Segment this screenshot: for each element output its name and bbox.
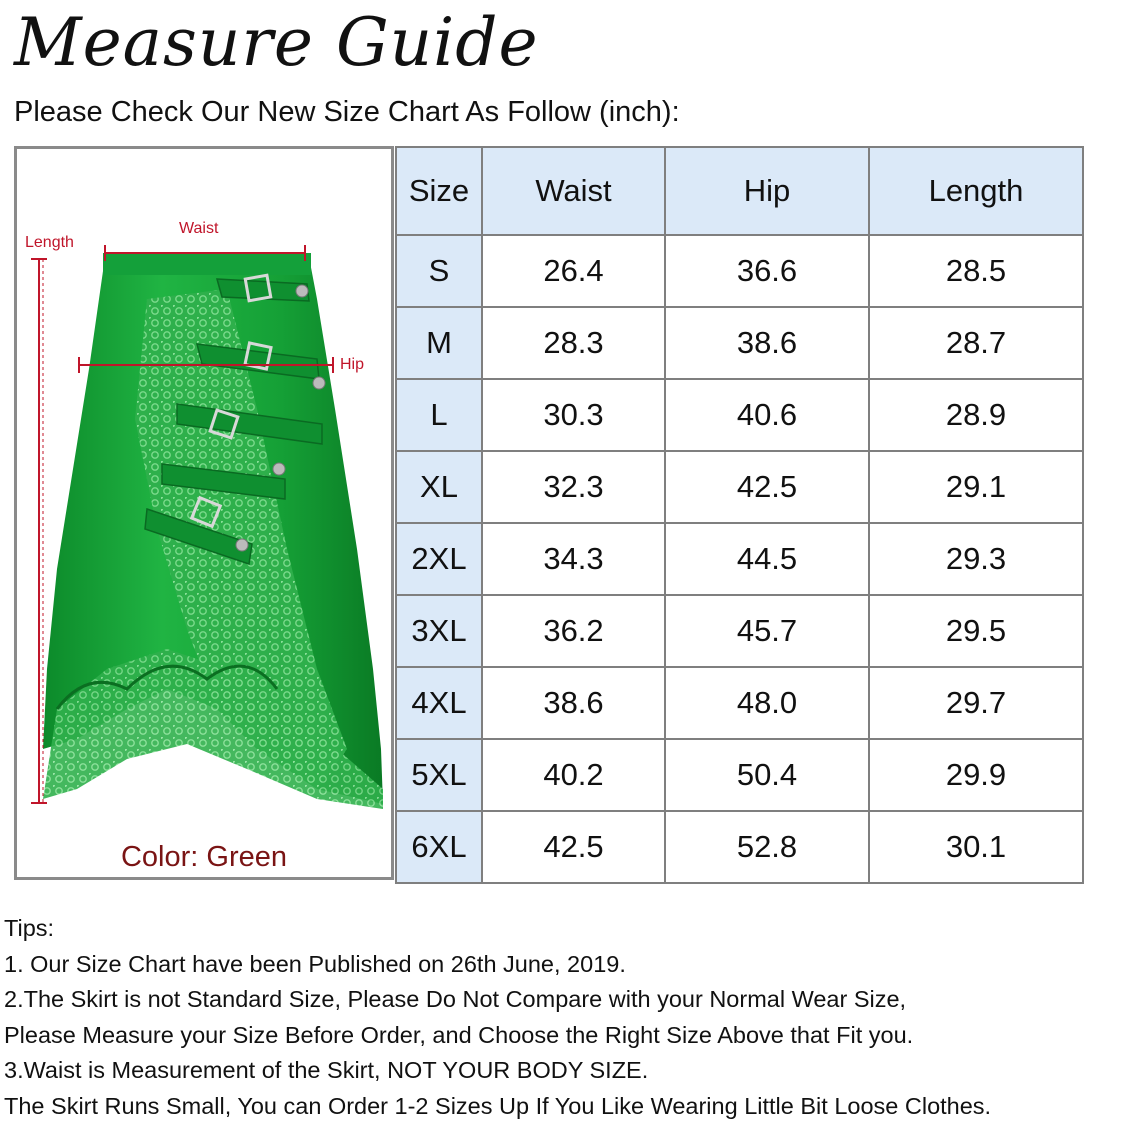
- table-row: [396, 307, 1083, 379]
- page-subtitle: Please Check Our New Size Chart As Follow (inch):: [14, 96, 680, 128]
- hip-cell: 50.4: [665, 739, 869, 811]
- size-chart-table: [395, 146, 1084, 884]
- waist-cell: 34.3: [482, 523, 665, 595]
- length-cell: 29.9: [869, 739, 1083, 811]
- waist-cell: 36.2: [482, 595, 665, 667]
- hip-cell: 44.5: [665, 523, 869, 595]
- size-cell: 3XL: [396, 595, 482, 667]
- hip-cell: 36.6: [665, 235, 869, 307]
- size-cell: XL: [396, 451, 482, 523]
- waist-label: Waist: [179, 220, 219, 237]
- tip-line: 3.Waist is Measurement of the Skirt, NOT YOUR BODY SIZE.: [4, 1057, 649, 1084]
- length-cell: 28.7: [869, 307, 1083, 379]
- table-row: [396, 811, 1083, 883]
- length-cell: 30.1: [869, 811, 1083, 883]
- skirt-diagram-panel: [14, 146, 394, 880]
- tips-section: [4, 911, 991, 1125]
- tip-line: 1. Our Size Chart have been Published on 26th June, 2019.: [4, 950, 626, 977]
- hip-cell: 42.5: [665, 451, 869, 523]
- table-header-row: [396, 147, 1083, 235]
- length-cell: 28.5: [869, 235, 1083, 307]
- length-label: Length: [25, 234, 74, 251]
- table-row: [396, 523, 1083, 595]
- hip-cell: 38.6: [665, 307, 869, 379]
- waist-cell: 42.5: [482, 811, 665, 883]
- table-row: [396, 739, 1083, 811]
- size-cell: S: [396, 235, 482, 307]
- table-row: [396, 667, 1083, 739]
- tip-line: The Skirt Runs Small, You can Order 1-2 Sizes Up If You Like Wearing Little Bit Loose Clothes.: [4, 1092, 992, 1119]
- length-cell: 29.5: [869, 595, 1083, 667]
- column-header-hip: Hip: [665, 147, 869, 235]
- waist-cell: 26.4: [482, 235, 665, 307]
- table-row: [396, 595, 1083, 667]
- page-title: Measure Guide: [14, 4, 539, 81]
- hip-cell: 40.6: [665, 379, 869, 451]
- size-cell: 6XL: [396, 811, 482, 883]
- table-row: [396, 451, 1083, 523]
- waist-cell: 30.3: [482, 379, 665, 451]
- tips-heading: Tips:: [4, 915, 55, 941]
- size-cell: L: [396, 379, 482, 451]
- color-label: Color: Green: [120, 841, 287, 873]
- table-row: [396, 235, 1083, 307]
- column-header-size: Size: [396, 147, 482, 235]
- tip-line: 2.The Skirt is not Standard Size, Please Do Not Compare with your Normal Wear Size,: [4, 986, 907, 1013]
- table-row: [396, 379, 1083, 451]
- column-header-waist: Waist: [482, 147, 665, 235]
- waist-cell: 28.3: [482, 307, 665, 379]
- skirt-diagram: [17, 149, 391, 877]
- length-cell: 29.7: [869, 667, 1083, 739]
- hip-label: Hip: [340, 356, 365, 373]
- length-cell: 29.3: [869, 523, 1083, 595]
- size-cell: 2XL: [396, 523, 482, 595]
- hip-cell: 45.7: [665, 595, 869, 667]
- size-cell: 5XL: [396, 739, 482, 811]
- column-header-length: Length: [869, 147, 1083, 235]
- size-cell: 4XL: [396, 667, 482, 739]
- skirt-waistband: [103, 253, 311, 275]
- length-cell: 28.9: [869, 379, 1083, 451]
- length-cell: 29.1: [869, 451, 1083, 523]
- hip-cell: 52.8: [665, 811, 869, 883]
- tip-line: Please Measure your Size Before Order, and Choose the Right Size Above that Fit you.: [4, 1021, 914, 1048]
- size-cell: M: [396, 307, 482, 379]
- waist-cell: 40.2: [482, 739, 665, 811]
- waist-cell: 38.6: [482, 667, 665, 739]
- hip-cell: 48.0: [665, 667, 869, 739]
- waist-cell: 32.3: [482, 451, 665, 523]
